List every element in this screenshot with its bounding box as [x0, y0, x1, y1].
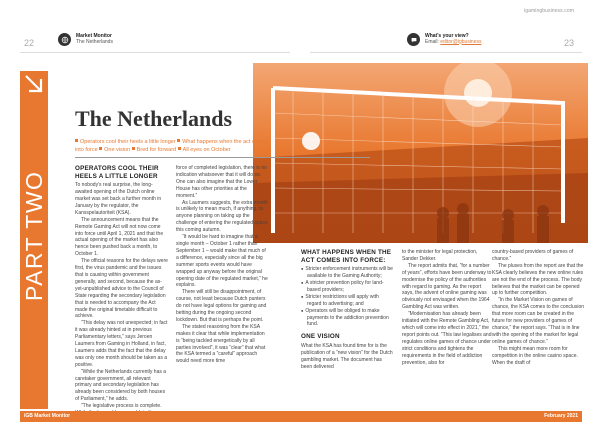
paragraph: This might mean more room for competition in the online casino space. When the draft of [492, 345, 578, 366]
contents-item: into force [75, 147, 98, 153]
article-title: The Netherlands [75, 106, 233, 131]
paragraph: As Laumers suggests, the extra month is unlikely to mean much, if anything, to anyone planning on taking up the challenge of entering the regulated space this coming autumn. [176, 199, 268, 234]
contents-divider [75, 157, 370, 158]
contents-item: Bred for forward [136, 147, 177, 153]
article-contents [75, 138, 365, 154]
paragraph: The stated reasoning from the KSA makes it clear that while implementation is “being tackled energetically by all parties involved”, it was “clear” that what the KSA termed a “careful” approach would need more time [176, 323, 266, 365]
globe-icon [58, 33, 71, 46]
paragraph: “It would be hard to imagine that a single month – October 1 rather than September 1 – would make that much of a difference, especially since all the big summer sports events would have wrapped up anyway before the original opening date of the regulated market,” he explains. [176, 234, 268, 289]
page-number-right: 23 [563, 38, 574, 48]
list-item: ● A stricter prevention policy for land-based providers; [301, 280, 393, 294]
publication-name: iGB Market Monitor [24, 413, 71, 419]
text-column-5 [492, 249, 584, 366]
list-item: ● Operators will be obliged to make payments to the addiction prevention fund. [301, 308, 393, 329]
email-prefix: Email: [425, 38, 441, 45]
header-divider-right [310, 52, 582, 53]
contents-item: What happens when the act comes [182, 139, 269, 145]
section-heading: OPERATORS COOL THEIR HEELS A LITTLE LONGER [75, 165, 159, 180]
feedback-title: What's your view? [425, 33, 469, 39]
paragraph: to the minister for legal protection, Sander Dekker. [402, 249, 478, 262]
paragraph: force of completed legislation, there is no indication whatsoever that it will do so. One can also imagine that the Lower House has other priorities at the moment.” [176, 165, 267, 199]
arrow-down-right-icon [23, 73, 45, 95]
paragraph: To nobody's real surprise, the long-awaited opening of the Dutch online market was set back a further month in January by the regulator, the Kansspelautoriteit (KSA). [75, 182, 162, 216]
paragraph: “This delay was not unexpected; in fact it was already hinted at in previous Parliamentary letters,” says Jeroen Laumers from Gaming in Holland, in fact, Laumers adds that the fact that the delay was only one month should be taken as a positive. [75, 320, 168, 368]
header-divider-left [20, 52, 290, 53]
text-column-2 [176, 165, 269, 365]
issue-date: February 2021 [544, 413, 578, 419]
email-link[interactable]: editor@igbusiness [440, 38, 482, 45]
text-column-1 [75, 165, 168, 424]
section-subtitle: The Netherlands [76, 38, 113, 45]
contents-item: Operators cool their heels a little longer [80, 139, 176, 145]
section-heading: ONE VISION [301, 333, 340, 341]
page-footer [20, 411, 582, 422]
text-column-4 [402, 249, 494, 366]
paragraph: The announcement means that the Remote Gaming Act will not now come into force until April 1, 2021 and that the actual opening of the market has also hence been pushed back a month, to October 1. [75, 216, 164, 258]
speech-bubble-icon [407, 33, 420, 46]
site-url[interactable]: igamingbusiness.com [524, 8, 574, 14]
list-item: ● Stricter enforcement instruments will be available to the Gaming Authority; [301, 266, 393, 280]
feedback-header [407, 33, 482, 46]
paragraph: What the KSA has found time for is the publication of a “new vision” for the Dutch gambling market. The document has been delivered [301, 342, 393, 370]
paragraph: “While the Netherlands currently has a caretaker government, all relevant primary and secondary legislation has already been considered by both houses of Parliament,” he adds. [75, 368, 167, 403]
bullet-list [301, 266, 393, 328]
paragraph: The official reasons for the delays were first, the virus pandemic and the issues that is causing within government generally, and second, because the as-yet-unpublished advice to the Council of State regarding the secondary legislation that is needed to accompany the Act made the original timetable difficult to achieve. [75, 258, 168, 320]
paragraph: There will still be disappointment, of course, not least because Dutch punters do not have legal options for gaming and betting during the ongoing second lockdown. But that is perhaps the point. [176, 289, 267, 323]
paragraph: “Modernisation has already been initiated with the Remote Gambling Act, which will come into effect in 2021,” the report points out. “This law legalises and regulates online games of chance under strict conditions and tightens the requirements in the field of addiction prevention, also for [402, 311, 492, 366]
part-band [20, 71, 48, 409]
part-label: PART TWO [21, 170, 47, 301]
paragraph: The pluses from the report are that the KSA clearly believes the new online rules are not the end of the process. The body believes that the market can be opened up to further competition. [492, 262, 584, 297]
section-title: Market Monitor [76, 33, 112, 39]
section-header [58, 33, 113, 46]
contents-item: One vision [104, 147, 131, 153]
paragraph: country-based providers of games of chance.” [492, 249, 574, 262]
list-item: ● Stricter restrictions will apply with regard to advertising; and [301, 294, 393, 308]
text-column-3 [301, 249, 393, 371]
paragraph: “In the Market Vision on games of chance, the KSA comes to the conclusion that more room can be created in the future for new providers of games of chance,” the report says. “That is in line with the opening of the market for legal online games of chance.” [492, 297, 584, 345]
page-number-left: 22 [24, 38, 35, 48]
section-heading: WHAT HAPPENS WHEN THE ACT COMES INTO FORCE: [301, 249, 392, 264]
paragraph: The report admits that, “for a number of years”, efforts have been underway to modernise the policy of the authorities with regard to gaming. As the report says, the advent of online gaming was obviously not envisaged when the 1964 Gambling Act was written. [402, 262, 492, 311]
paragraph: “The legislative process is complete. [81, 403, 162, 410]
contents-item: All eyes on October [182, 147, 231, 153]
